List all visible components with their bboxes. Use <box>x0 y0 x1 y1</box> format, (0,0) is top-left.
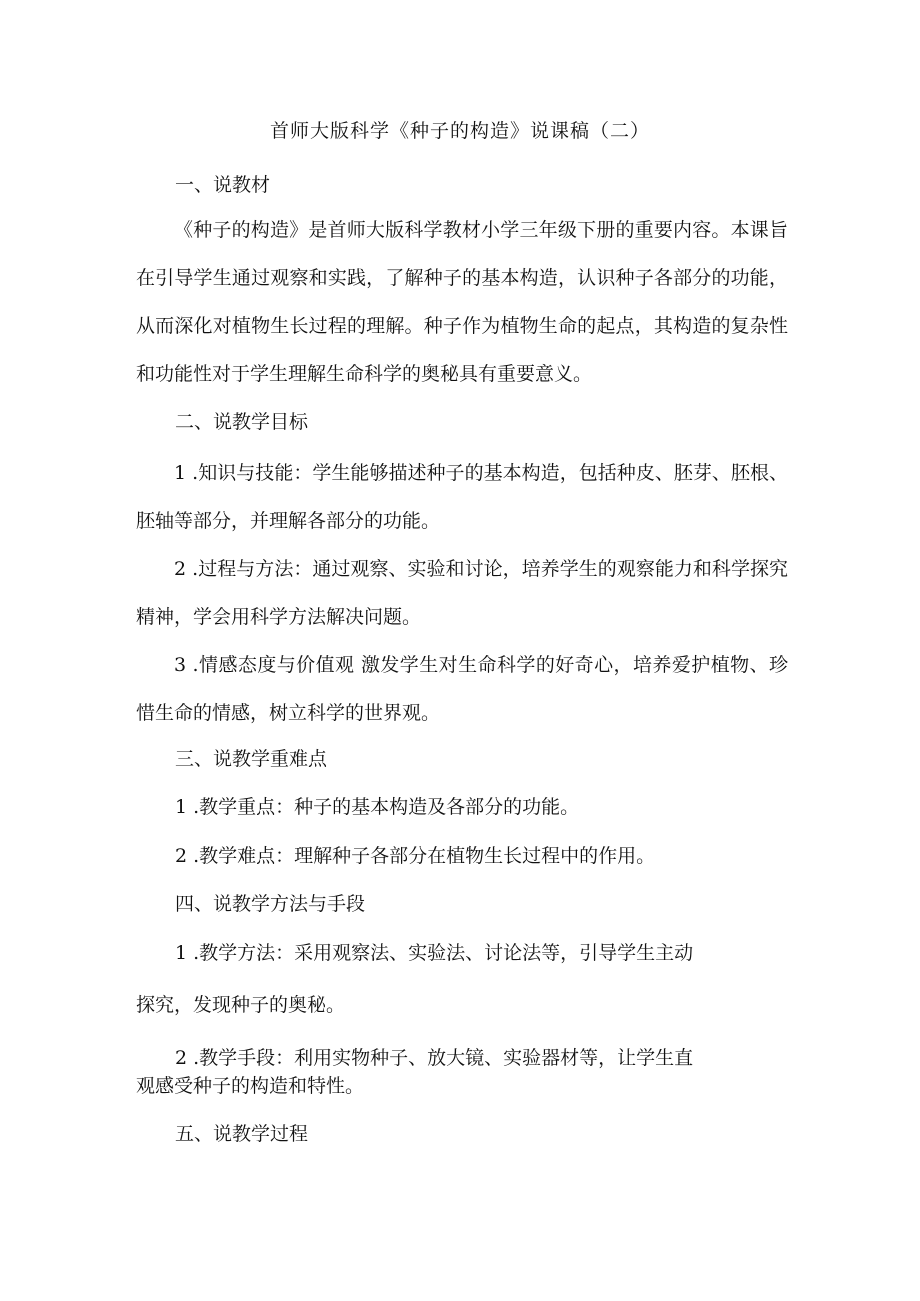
objective-item-2: 2 .过程与方法：通过观察、实验和讨论，培养学生的观察能力和科学探究精神，学会用科学方法解决问题。 <box>136 558 788 628</box>
key-point-item-1: 1 .教学重点：种子的基本构造及各部分的功能。 <box>175 796 580 818</box>
key-point-item-2: 2 .教学难点：理解种子各部分在植物生长过程中的作用。 <box>175 845 656 867</box>
objective-item-3: 3 .情感态度与价值观 激发学生对生命科学的好奇心，培养爱护植物、珍惜生命的情感，树立科学的世界观。 <box>136 654 788 724</box>
section-heading-5: 五、说教学过程 <box>175 1123 309 1145</box>
method-item-2-line1: 2 .教学手段：利用实物种子、放大镜、实验器材等，让学生直 <box>175 1047 694 1069</box>
document-title: 首师大版科学《种子的构造》说课稿（二） <box>269 120 650 142</box>
method-item-1-line1: 1 .教学方法：采用观察法、实验法、讨论法等，引导学生主动 <box>175 942 694 964</box>
section-heading-4: 四、说教学方法与手段 <box>175 893 366 915</box>
section-heading-1: 一、说教材 <box>175 174 271 196</box>
section-heading-2: 二、说教学目标 <box>175 411 309 433</box>
section-1-paragraph: 《种子的构造》是首师大版科学教材小学三年级下册的重要内容。本课旨在引导学生通过观察和实践，了解种子的基本构造，认识种子各部分的功能，从而深化对植物生长过程的理解。种子作为植物生命的起点，其构造的复杂性和功能性对于学生理解生命科学的奥秘具有重要意义。 <box>136 219 788 385</box>
method-item-1-line2: 探究，发现种子的奥秘。 <box>136 994 346 1016</box>
objective-item-1: 1 .知识与技能：学生能够描述种子的基本构造，包括种皮、胚芽、胚根、胚轴等部分，并理解各部分的功能。 <box>136 462 788 532</box>
section-heading-3: 三、说教学重难点 <box>175 748 328 770</box>
method-item-2-line2: 观感受种子的构造和特性。 <box>136 1075 365 1097</box>
